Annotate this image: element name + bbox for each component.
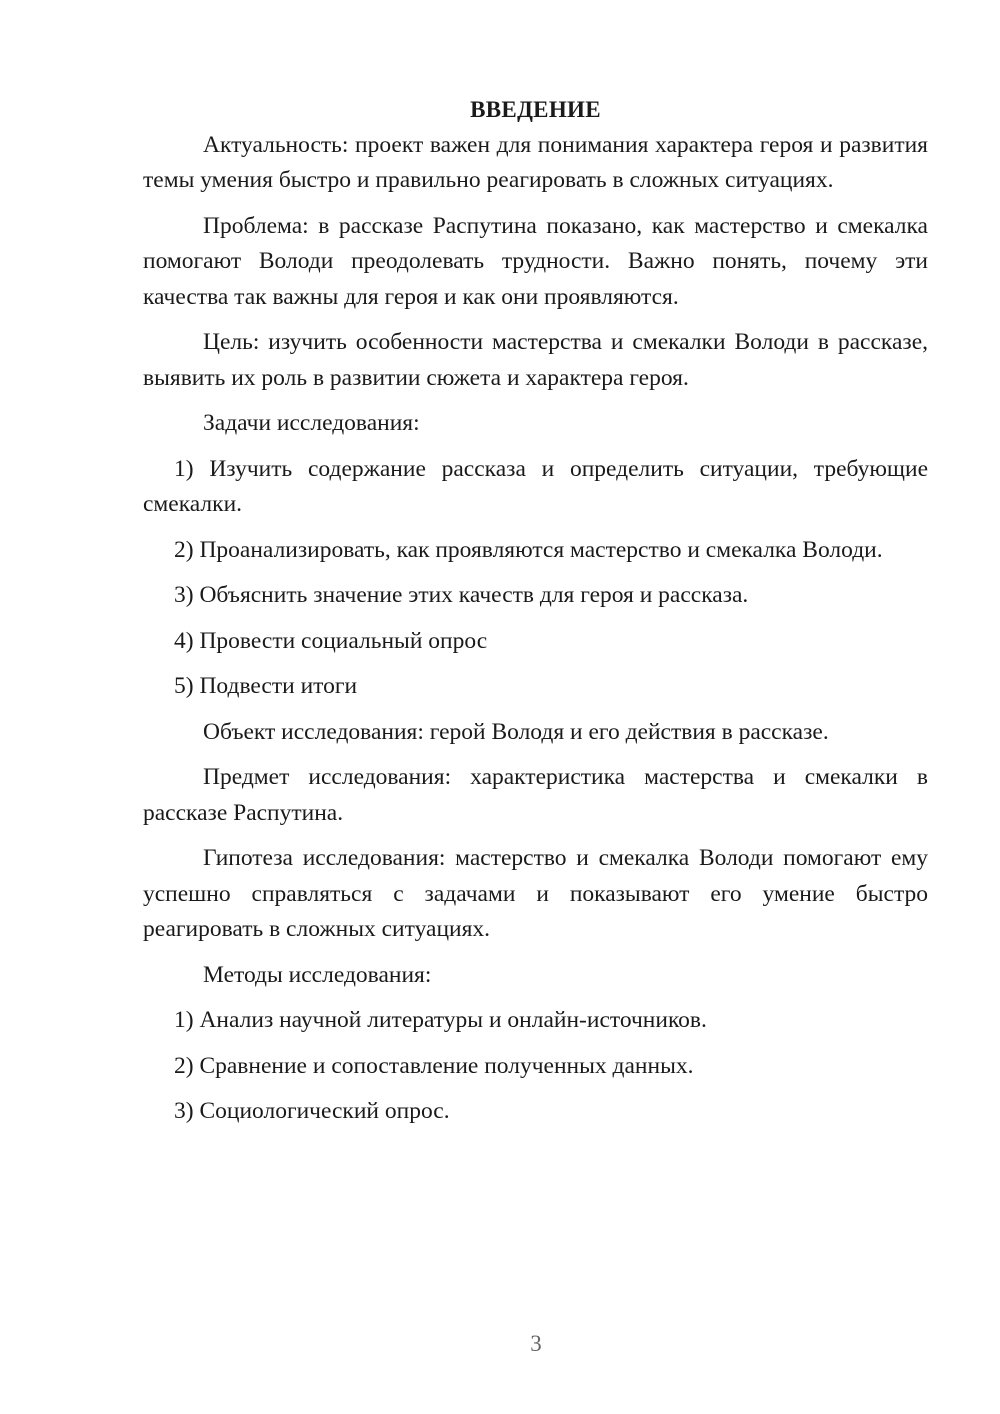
tasks-title: Задачи исследования: [203,410,420,436]
problem-paragraph: Проблема: в рассказе Распутина показано, как мастерство и смекалка помогают Володи преодолевать трудности. Важно понять, почему эти качества так важны для героя и как они проявляются. [143,212,928,310]
methods-title: Методы исследования: [203,961,432,988]
relevance-paragraph: Актуальность: проект важен для понимания характера героя и развития темы умения быстро и правильно реагировать в сложных ситуациях. [143,131,928,193]
method-item: 2) Сравнение и сопоставление полученных данных. [174,1052,694,1079]
subject-paragraph: Предмет исследования: характеристика мастерства и смекалки в рассказе Распутина. [143,764,928,826]
task-item: 4) Провести социальный опрос [174,627,488,654]
task-item: 2) Проанализировать, как проявляются мастерство и смекалка Володи. [174,536,883,563]
object-paragraph: Объект исследования: герой Володя и его действия в рассказе. [203,718,829,745]
task-item: 5) Подвести итоги [174,673,358,699]
page-number: 3 [530,1331,542,1356]
page-content [143,92,928,1140]
page-title: ВВЕДЕНИЕ [470,97,601,122]
method-item: 3) Социологический опрос. [174,1098,450,1124]
method-item: 1) Анализ научной литературы и онлайн-источников. [174,1007,707,1033]
task-item: 3) Объяснить значение этих качеств для героя и рассказа. [174,582,749,608]
task-item: 1) Изучить содержание рассказа и определить ситуации, требующие смекалки. [143,455,928,517]
hypothesis-paragraph: Гипотеза исследования: мастерство и смекалка Володи помогают ему успешно справляться с задачами и показывают его умение быстро реагировать в сложных ситуациях. [143,845,928,942]
goal-paragraph: Цель: изучить особенности мастерства и смекалки Володи в рассказе, выявить их роль в развитии сюжета и характера героя. [143,329,928,391]
